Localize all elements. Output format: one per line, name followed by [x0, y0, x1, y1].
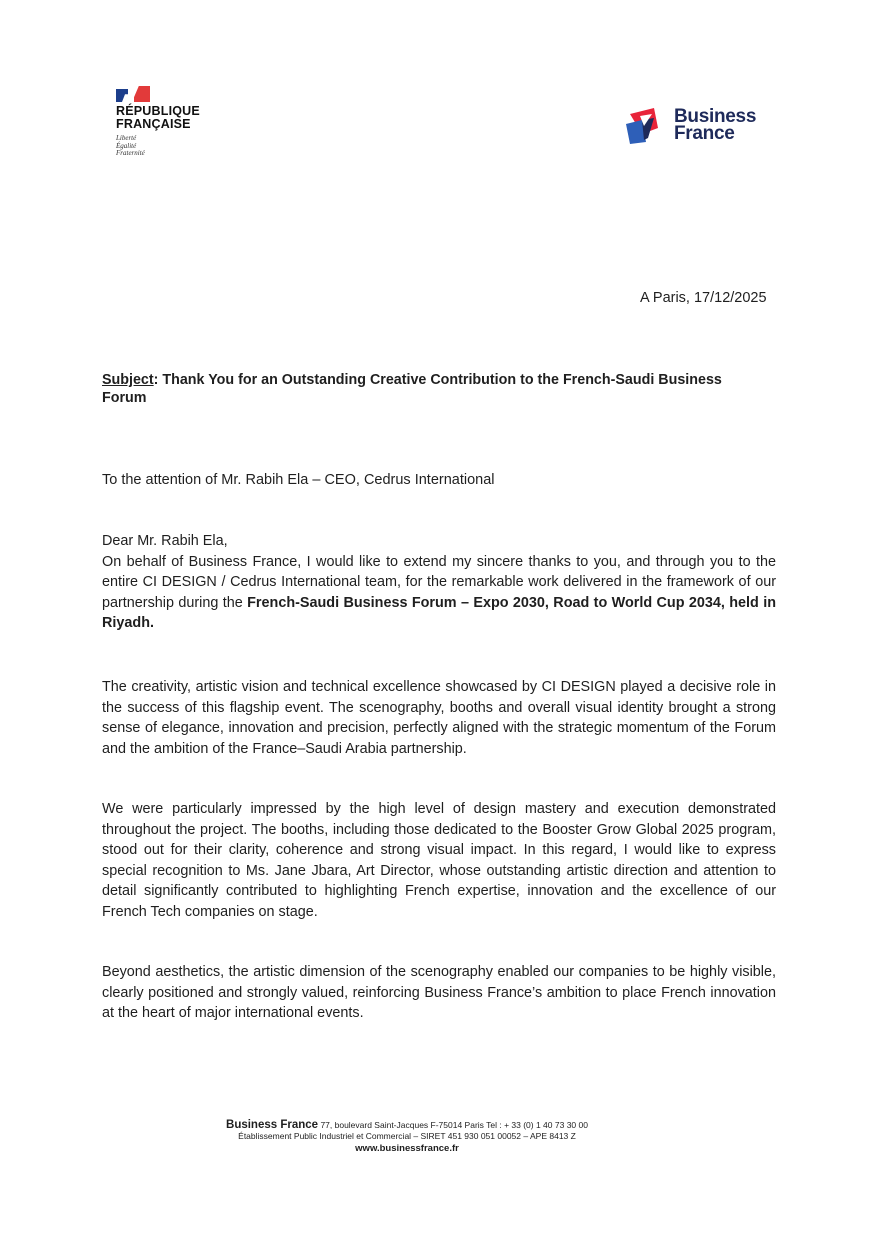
- greeting-body: [102, 552, 776, 634]
- business-france-mark-icon: [624, 104, 666, 146]
- republique-line1: RÉPUBLIQUE: [116, 104, 200, 118]
- paragraph-aesthetics: Beyond aesthetics, the artistic dimension of the scenography enabled our companies to be highly visible, clearly positioned and strongly valued, reinforcing Business France’s ambition to place French innovation at the heart of major international events.: [102, 964, 776, 1021]
- letter-footer: [150, 1120, 664, 1155]
- paragraph-creativity: The creativity, artistic vision and technical excellence showcased by CI DESIGN played a decisive role in the success of this flagship event. The scenography, booths and overall visual identity brought a strong sense of elegance, innovation and precision, perfectly aligned with the strategic momentum of the Forum and the ambition of the France–Saudi Arabia partnership.: [102, 679, 776, 757]
- footer-address-line: [150, 1120, 664, 1131]
- forum-name: French-Saudi Business Forum – Expo 2030, Road to World Cup 2034, held in Riyadh.: [102, 594, 776, 631]
- motto-egalite: Égalité: [116, 141, 137, 150]
- subject-line: [102, 371, 742, 407]
- footer-legal: Établissement Public Industriel et Commercial – SIRET 451 930 051 00052 – APE 8413 Z: [238, 1131, 576, 1141]
- republique-motto: [116, 135, 200, 158]
- greeting-paragraph: [102, 531, 776, 634]
- subject-text: : Thank You for an Outstanding Creative Contribution to the French-Saudi Business Forum: [102, 372, 722, 406]
- motto-liberte: Liberté: [116, 134, 137, 142]
- paragraph-design-mastery: We were particularly impressed by the high level of design mastery and execution demonstrated throughout the project. The booths, including those dedicated to the Booster Grow Global 2025 program, stood out for their clarity, coherence and strong visual impact. In this regard, I would like to express special recognition to Ms. Jane Jbara, Art Director, whose outstanding artistic direction and attention to detail significantly contributed to highlighting French expertise, innovation and the excellence of our French Tech companies on stage.: [102, 801, 776, 920]
- marianne-flag-icon: [116, 86, 150, 102]
- bf-line2: France: [674, 123, 735, 144]
- footer-address: 77, boulevard Saint-Jacques F-75014 Paris Tel : + 33 (0) 1 40 73 30 00: [320, 1120, 588, 1130]
- motto-fraternite: Fraternité: [116, 149, 145, 157]
- greeting-body-text: On behalf of Business France, I would like to extend my sincere thanks to you, and through you to the entire CI DESIGN / Cedrus International team, for the remarkable work delivered in the framework of our partnership during the: [102, 553, 776, 611]
- bf-line1: Business: [674, 106, 757, 127]
- salutation: Dear Mr. Rabih Ela,: [102, 533, 228, 549]
- subject-label: Subject: [102, 372, 154, 388]
- attention-line: To the attention of Mr. Rabih Ela – CEO, Cedrus International: [102, 472, 495, 488]
- republique-line2: FRANÇAISE: [116, 117, 191, 131]
- business-france-logo: [624, 104, 774, 148]
- republique-name: [116, 105, 200, 131]
- footer-website: www.businessfrance.fr: [355, 1143, 459, 1154]
- letter-date: A Paris, 17/12/2025: [640, 290, 767, 306]
- footer-org: Business France: [226, 1119, 319, 1131]
- business-france-wordmark: [674, 108, 756, 142]
- republique-francaise-logo: [116, 86, 200, 158]
